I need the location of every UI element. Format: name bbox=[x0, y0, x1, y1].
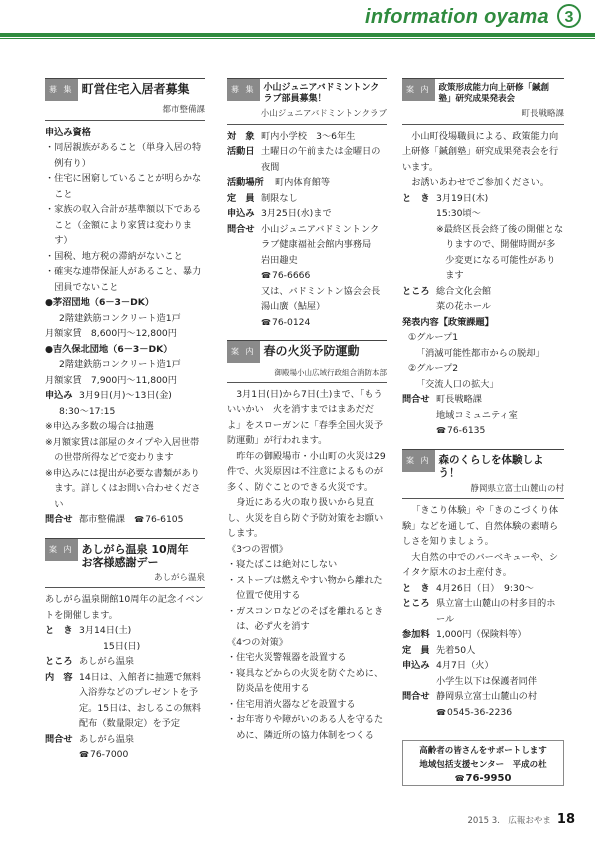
row-key: と き bbox=[45, 625, 73, 636]
article-body bbox=[45, 588, 205, 763]
housing-rent: 月額家賃 8,600円～12,800円 bbox=[45, 328, 177, 339]
article-body bbox=[402, 499, 564, 720]
article-header bbox=[402, 449, 564, 480]
row-key: 申込み bbox=[45, 390, 73, 401]
article-header bbox=[402, 78, 564, 105]
row-value: あしがら温泉 bbox=[79, 733, 135, 745]
article-research-presentation bbox=[402, 78, 564, 439]
row-value: 4月7日（火） bbox=[436, 660, 494, 671]
article-header bbox=[227, 78, 387, 105]
row-key: と き bbox=[402, 582, 430, 594]
row-value-2: 小学生以下は保護者同伴 bbox=[436, 675, 538, 687]
article-title: 政策形成能力向上研修「鍼創塾」研究成果発表会 bbox=[438, 83, 550, 104]
article-body bbox=[45, 121, 205, 528]
note: ※月額家賃は部屋のタイプや入居世帯の世帯所得などで変わります bbox=[45, 436, 200, 463]
row-key: ところ bbox=[402, 598, 430, 609]
where-row bbox=[402, 284, 564, 315]
apply-row bbox=[227, 206, 387, 222]
group-label: ②グループ2 bbox=[408, 363, 459, 374]
row-value: 1,000円（保険料等） bbox=[436, 629, 527, 640]
row-key: 問合せ bbox=[45, 733, 73, 745]
article-header bbox=[227, 340, 387, 363]
category-tag: 案 内 bbox=[45, 539, 78, 561]
list-item: ・寝具などからの火災を防ぐために、防炎品を使用する bbox=[227, 667, 384, 694]
phone-number: ☎ 76-6105 bbox=[134, 514, 183, 525]
row-value: あしがら温泉 bbox=[79, 656, 135, 667]
list-item: ・国税、地方税の滞納がないこと bbox=[45, 250, 183, 262]
row-key: 問合せ bbox=[402, 691, 430, 702]
where-row bbox=[45, 654, 205, 670]
where-row bbox=[402, 596, 564, 627]
article-title: 小山ジュニアバドミントンクラブ部員募集！ bbox=[263, 83, 380, 104]
article-forest-life bbox=[402, 449, 564, 721]
category-tag: 案 内 bbox=[402, 450, 435, 472]
group-label: ①グループ1 bbox=[408, 332, 459, 343]
support-line-1: 高齢者の皆さんをサポートします bbox=[419, 746, 547, 756]
contact-row bbox=[402, 392, 564, 439]
target-row bbox=[227, 129, 387, 145]
paragraph: 大自然の中でのバーベキューや、シイタケ原木のお土産付き。 bbox=[402, 551, 559, 578]
category-tag: 案 内 bbox=[402, 79, 435, 101]
row-value: 3月14日(土) bbox=[79, 625, 132, 636]
paragraph: 昨年の御殿場市・小山町の火災は29件で、火災原因は不注意によるものが多く、防ぐことのできる火災です。 bbox=[227, 450, 386, 493]
header-title: information oyama bbox=[364, 6, 549, 28]
article-onsen bbox=[45, 538, 205, 763]
group-topic: 「交流人口の拡大」 bbox=[416, 378, 499, 390]
row-key: 問合せ bbox=[45, 514, 73, 525]
list-item: ・ストーブは燃えやすい物から離れた位置で使用する bbox=[227, 574, 383, 601]
support-line-2: 地域包括支援センター 平成の杜 bbox=[419, 760, 547, 770]
day-row bbox=[227, 144, 387, 175]
note: ※申込み多数の場合は抽選 bbox=[45, 421, 154, 432]
row-value: 制限なし bbox=[261, 192, 298, 204]
housing-detail: 2階建鉄筋コンクリート造1戸 bbox=[59, 359, 181, 370]
list-item: ・住宅用消火器などを設置する bbox=[227, 698, 356, 710]
contact-row bbox=[45, 732, 205, 748]
list-item: ・寝たばこは絶対にしない bbox=[227, 559, 338, 570]
note: ※申込みには提出が必要な書類があります。詳しくはお問い合わせください bbox=[45, 467, 201, 510]
paragraph: 身近にある火の取り扱いから見直し、火災を自ら防ぐ予防対策をお願いします。 bbox=[227, 497, 384, 539]
article-body bbox=[227, 383, 387, 744]
row-value: 町内体育館等 bbox=[275, 177, 331, 188]
row-value: 3月25日(水)まで bbox=[261, 208, 332, 219]
article-badminton bbox=[227, 78, 390, 330]
apply-time: 8:30～17:15 bbox=[59, 405, 116, 417]
apply-block bbox=[436, 658, 564, 689]
section-heading: 申込み資格 bbox=[45, 126, 91, 138]
list-item: ・住宅火災警報器を設置する bbox=[227, 652, 347, 663]
article-body bbox=[402, 125, 564, 439]
header-number: 3 bbox=[557, 4, 581, 28]
when-row bbox=[402, 191, 564, 284]
list-item: ・同居親族があること（単身入居の特例有り） bbox=[45, 142, 202, 169]
where-block bbox=[436, 284, 564, 315]
phone-number: ☎ 76-6135 bbox=[436, 425, 485, 436]
footer bbox=[467, 812, 575, 827]
column-1 bbox=[45, 78, 205, 773]
article-housing bbox=[45, 78, 205, 528]
contact-row bbox=[402, 689, 564, 720]
category-tag: 募 集 bbox=[227, 79, 260, 101]
issue-label: 2015 3. 広報おやま bbox=[467, 816, 551, 826]
when-block bbox=[436, 191, 564, 284]
row-value: 4月26日（日） 9:30～ bbox=[436, 582, 534, 594]
list-item: ・家族の収入合計が基準額以下であること（金額により家賃は変わります） bbox=[45, 204, 202, 246]
housing-name: ●吉久保北団地（6－3－DK） bbox=[45, 343, 173, 355]
article-fire-prevention bbox=[227, 340, 387, 743]
column-2 bbox=[227, 78, 390, 753]
support-phone: ☎ 76-9950 bbox=[403, 772, 563, 786]
housing-name: ●茅沼団地（6－3－DK） bbox=[45, 297, 155, 308]
list-item: ・お年寄りや障がいのある人を守るために、隣近所の協力体制をつくる bbox=[227, 714, 384, 741]
row-value: 県立富士山麓山の村多目的ホール bbox=[436, 598, 556, 625]
row-key: 定 員 bbox=[227, 192, 255, 204]
page-number: 18 bbox=[556, 812, 575, 827]
row-value: 先着50人 bbox=[436, 644, 476, 656]
article-body bbox=[227, 125, 390, 331]
row-key: 問合せ bbox=[227, 223, 255, 235]
phone-number: ☎ 76-7000 bbox=[45, 747, 205, 763]
contact-value-2: 地域コミュニティ室 bbox=[436, 409, 518, 421]
contact-block bbox=[261, 222, 390, 331]
note: ※最終区長会終了後の開催となりますので、開催時間が多少変更になる可能性があります bbox=[436, 223, 564, 281]
contact-block bbox=[436, 689, 564, 720]
list-item: ・確実な連帯保証人があること、暴力団員でないこと bbox=[45, 266, 202, 293]
contact-value: 静岡県立富士山麓山の村 bbox=[436, 691, 538, 702]
article-dept: 御殿場小山広域行政組合消防本部 bbox=[227, 363, 387, 383]
section-heading: 発表内容【政策課題】 bbox=[402, 316, 494, 328]
row-value: 土曜日の午前または金曜日の夜間 bbox=[261, 146, 381, 173]
row-value: 総合文化会館 bbox=[436, 285, 492, 297]
phone-number: ☎ 0545-36-2236 bbox=[436, 707, 512, 718]
section-heading: 《3つの習慣》 bbox=[227, 543, 288, 555]
article-title: 森のくらしを体験しよう！ bbox=[438, 453, 544, 479]
header-rule-thin bbox=[0, 38, 595, 39]
when-extra: 15日(日) bbox=[103, 640, 141, 652]
row-key: と き bbox=[402, 192, 430, 204]
article-dept: 町長戦略課 bbox=[402, 105, 564, 125]
housing-detail: 2階建鉄筋コンクリート造1戸 bbox=[59, 312, 181, 324]
category-tag: 案 内 bbox=[227, 341, 260, 363]
paragraph: お誘いあわせでご参加ください。 bbox=[411, 177, 549, 188]
when-row bbox=[45, 623, 205, 639]
contact-row bbox=[45, 512, 205, 528]
section-heading: 《4つの対策》 bbox=[227, 636, 288, 648]
fee-row bbox=[402, 627, 564, 643]
article-title: 町営住宅入居者募集 bbox=[81, 82, 190, 96]
contact-value bbox=[79, 512, 205, 528]
list-item: ・ガスコンロなどのそばを離れるときは、必ず火を消す bbox=[227, 605, 384, 632]
row-value: 町内小学校 3～6年生 bbox=[261, 130, 356, 142]
capacity-row bbox=[227, 191, 387, 207]
paragraph: あしがら温泉開館10周年の記念イベントを開催します。 bbox=[45, 594, 204, 621]
row-key: ところ bbox=[45, 656, 73, 667]
row-key: 申込み bbox=[402, 660, 430, 671]
when-row bbox=[402, 581, 564, 597]
row-value: 3月19日(木) bbox=[436, 192, 489, 204]
group-topic: 「消滅可能性都市からの脱却」 bbox=[416, 347, 545, 359]
list-item: ・住宅に困窮していることが明らかなこと bbox=[45, 173, 202, 200]
row-key: 活動日 bbox=[227, 146, 255, 157]
contact-value: 小山ジュニアバドミントンクラブ健康福祉会館内事務局 岩田趣史 bbox=[261, 223, 381, 266]
category-tag: 募 集 bbox=[45, 79, 78, 101]
row-key: 対 象 bbox=[227, 130, 255, 142]
paragraph: 小山町役場職員による、政策能力向上研修「鍼創塾」研究成果発表会を行います。 bbox=[402, 130, 559, 173]
article-dept: あしがら温泉 bbox=[45, 569, 205, 589]
apply-row bbox=[45, 388, 205, 404]
place-row bbox=[227, 175, 387, 191]
row-key: 定 員 bbox=[402, 644, 430, 656]
contact-row bbox=[227, 222, 390, 331]
row-key: 参加料 bbox=[402, 629, 430, 640]
apply-row bbox=[402, 658, 564, 689]
capacity-row bbox=[402, 643, 564, 659]
phone-number: ☎ 76-6666 bbox=[261, 270, 310, 281]
content-row bbox=[45, 670, 205, 732]
row-value-time: 15:30頃～ bbox=[436, 208, 481, 219]
row-key: 内 容 bbox=[45, 671, 73, 683]
article-title: 春の火災予防運動 bbox=[263, 344, 360, 358]
contact-dept: 都市整備課 bbox=[79, 514, 125, 525]
article-dept: 静岡県立富士山麓山の村 bbox=[402, 480, 564, 500]
phone-number: ☎ 76-0124 bbox=[261, 317, 310, 328]
contact-block bbox=[436, 392, 564, 439]
contact-value-2: 又は、バドミントン協会会長 湯山廣（鮎屋） bbox=[261, 285, 390, 312]
article-dept: 小山ジュニアバドミントンクラブ bbox=[227, 105, 387, 125]
row-key: 申込み bbox=[227, 208, 255, 219]
header-rule bbox=[0, 33, 595, 37]
housing-rent: 月額家賃 7,900円～11,800円 bbox=[45, 374, 177, 386]
paragraph: 「きこり体験」や「きのこづくり体験」などを通して、自然体験の素晴らしさを知りましょう。 bbox=[402, 505, 559, 547]
article-header bbox=[45, 78, 205, 101]
row-key: 問合せ bbox=[402, 394, 430, 405]
row-value: 14日は、入館者に抽選で無料入浴券などのプレゼントを予定。15日は、おしるこの無料配布（数量限定）を予定 bbox=[79, 671, 201, 729]
row-value-2: 菜の花ホール bbox=[436, 301, 491, 312]
article-title: あしがら温泉 10周年お客様感謝デー bbox=[81, 542, 189, 569]
row-key: 活動場所 bbox=[227, 177, 264, 188]
paragraph: 3月1日(日)から7日(土)まで、「もういいかい 火を消すまではまあだだよ」をスローガンに「春季全国火災予防運動」が行われます。 bbox=[227, 388, 384, 446]
column-3 bbox=[402, 78, 564, 730]
contact-value: 町長戦略課 bbox=[436, 394, 482, 405]
support-center-box bbox=[402, 740, 564, 786]
row-value: 3月9日(月)～13日(金) bbox=[79, 390, 172, 401]
row-key: ところ bbox=[402, 285, 430, 297]
article-header bbox=[45, 538, 205, 569]
article-dept: 都市整備課 bbox=[45, 101, 205, 121]
